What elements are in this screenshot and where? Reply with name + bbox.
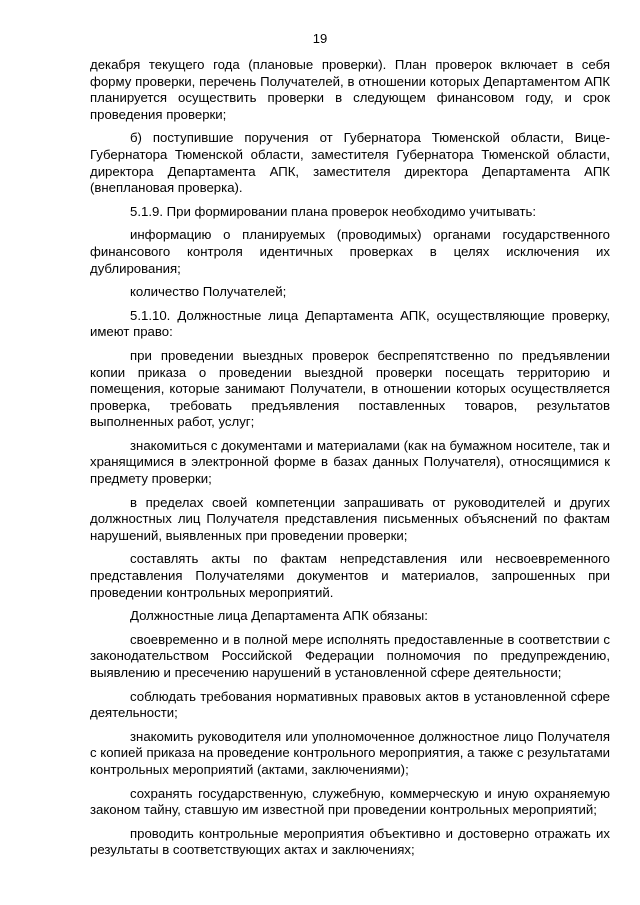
- paragraph-right-request-explanations: в пределах своей компетенции запрашивать от руководителей и других должностных лиц Получателя представления письменных объяснений по фактам нарушений, выявленных при проведении проверки;: [90, 494, 610, 543]
- paragraph-duty-objectivity: проводить контрольные мероприятия объективно и достоверно отражать их результаты в соответствующих актах и заключениях;: [90, 825, 610, 858]
- paragraph-right-compose-acts: составлять акты по фактам непредставления или несвоевременного представления Получателями документов и материалов, запрошенных при проведении контрольных мероприятий.: [90, 551, 610, 600]
- paragraph-b-instructions: б) поступившие поручения от Губернатора Тюменской области, Вице-Губернатора Тюменской области, заместителя Губернатора Тюменской области, директора Департамента АПК, заместителя директора Департамента АПК (внеплановая проверка).: [90, 130, 610, 196]
- paragraph-duty-secrecy: сохранять государственную, служебную, коммерческую и иную охраняемую законом тайну, ставшую им известной при проведении контрольных мероприятий;: [90, 785, 610, 818]
- paragraph-right-documents: знакомиться с документами и материалами (как на бумажном носителе, так и хранящимися в электронной форме в базах данных Получателя), относящимися к предмету проверки;: [90, 437, 610, 487]
- document-body: [90, 57, 610, 866]
- paragraph-duty-powers: своевременно и в полной мере исполнять предоставленные в соответствии с законодательством Российской Федерации полномочия по предупреждению, выявлению и пресечению нарушений в установленной сфере деятельности;: [90, 631, 610, 680]
- paragraph-duty-familiarize: знакомить руководителя или уполномоченное должностное лицо Получателя с копией приказа на проведение контрольного мероприятия, а также с результатами контрольных мероприятий (актами, заключениями);: [90, 728, 610, 777]
- paragraph-recipients-count: количество Получателей;: [130, 284, 287, 300]
- paragraph-info-planned-checks: информацию о планируемых (проводимых) органами государственного финансового контроля идентичных проверках в целях исключения их дублирования;: [90, 227, 610, 276]
- paragraph-continuation: декабря текущего года (плановые проверки). План проверок включает в себя форму проверки, перечень Получателей, в отношении которых Департаментом АПК планируется осуществить проверки в следующем финансовом году, и срок проведения проверки;: [90, 57, 610, 122]
- paragraph-obligations-heading: Должностные лица Департамента АПК обязаны:: [130, 608, 428, 624]
- paragraph-5-1-9: 5.1.9. При формировании плана проверок необходимо учитывать:: [130, 203, 537, 219]
- paragraph-right-onsite-visit: при проведении выездных проверок беспрепятственно по предъявлении копии приказа о проведении выездной проверки посещать территорию и помещения, которые занимают Получатели, в отношении которых осуществляется проверка, требовать предъявления поставленных товаров, результатов выполненных работ, услуг;: [90, 347, 610, 430]
- paragraph-duty-regulations: соблюдать требования нормативных правовых актов в установленной сфере деятельности;: [90, 688, 610, 721]
- paragraph-5-1-10: 5.1.10. Должностные лица Департамента АПК, осуществляющие проверку, имеют право:: [90, 307, 610, 340]
- page-number: 19: [312, 31, 328, 46]
